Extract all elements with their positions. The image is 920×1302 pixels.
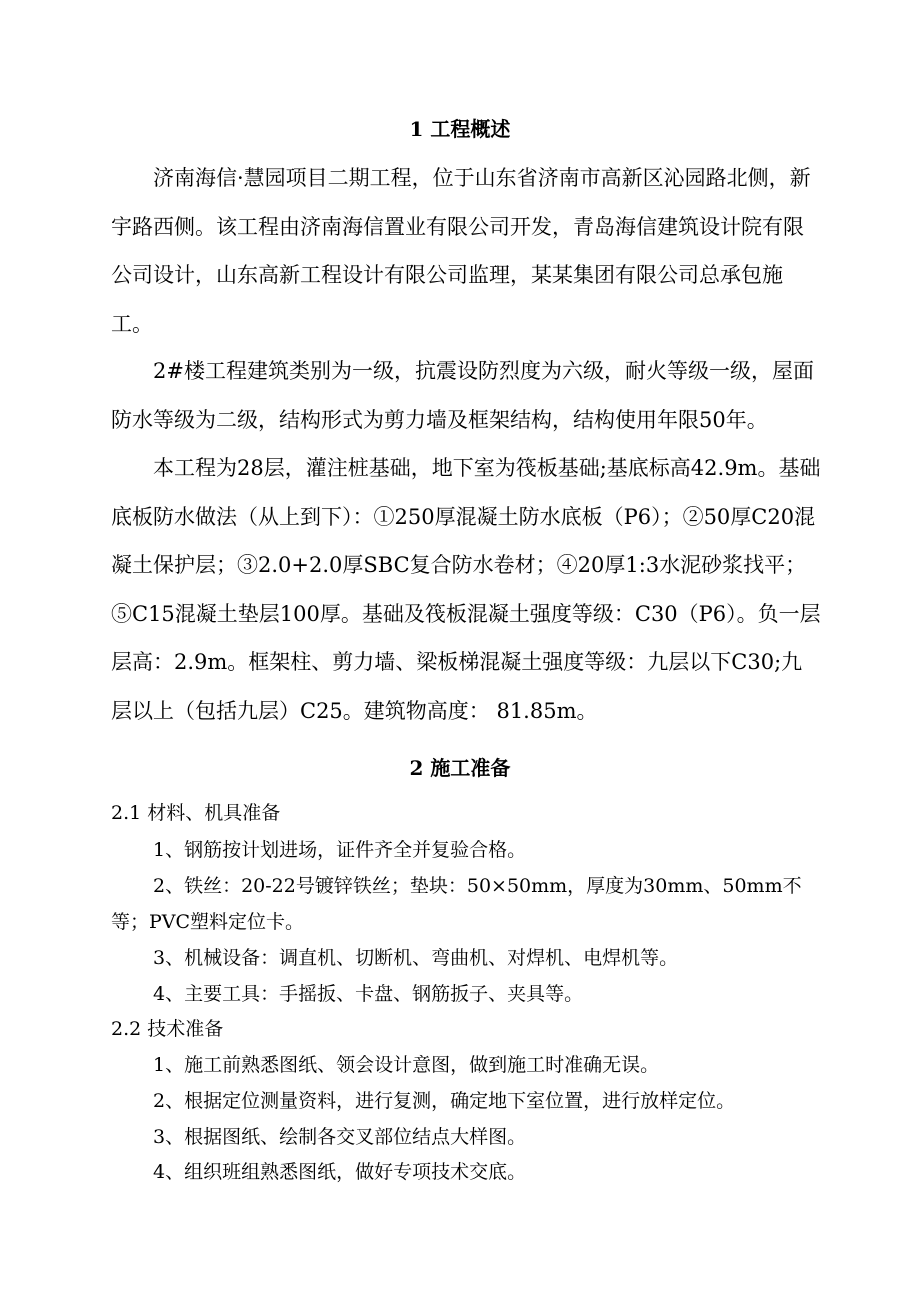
subsection-2-2-heading: 2.2 技术准备 (111, 1018, 224, 1040)
list-item: 4、组织班组熟悉图纸，做好专项技术交底。 (153, 1161, 527, 1183)
section-1-paragraph-1: 济南海信·慧园项目二期工程，位于山东省济南市高新区沁园路北侧，新宇路西侧。该工程由济南海信置业有限公司开发，青岛海信建筑设计院有限公司设计，山东高新工程设计有限公司监理，某某集团有限公司总承包施工。 (111, 166, 811, 336)
list-item: 4、主要工具：手摇扳、卡盘、钢筋扳子、夹具等。 (153, 983, 584, 1005)
list-item: 2、铁丝：20-22号镀锌铁丝；垫块：50×50mm，厚度为30mm、50mm不等；PVC塑料定位卡。 (111, 875, 802, 933)
list-item: 1、施工前熟悉图纸、领会设计意图，做到施工时准确无误。 (153, 1054, 660, 1076)
section-1-paragraph-2: 2#楼工程建筑类别为一级，抗震设防烈度为六级，耐火等级一级，屋面防水等级为二级，结构形式为剪力墙及框架结构，结构使用年限50年。 (111, 359, 814, 432)
subsection-2-1-heading: 2.1 材料、机具准备 (111, 802, 281, 824)
list-item: 3、根据图纸、绘制各交叉部位结点大样图。 (153, 1126, 527, 1148)
section-1-heading: 1 工程概述 (409, 117, 511, 141)
list-item: 3、机械设备：调直机、切断机、弯曲机、对焊机、电焊机等。 (153, 947, 679, 969)
list-item: 1、钢筋按计划进场，证件齐全并复验合格。 (153, 839, 527, 861)
section-2-heading: 2 施工准备 (409, 756, 511, 780)
list-item: 2、根据定位测量资料，进行复测，确定地下室位置，进行放样定位。 (153, 1090, 736, 1112)
section-1-paragraph-3: 本工程为28层，灌注桩基础，地下室为筏板基础;基底标高42.9m。基础底板防水做法（从上到下）：①250厚混凝土防水底板（P6）；②50厚C20混凝土保护层；③2.0+2.0厚SBC复合防水卷材；④20厚1:3水泥砂浆找平；⑤C15混凝土垫层100厚。基础及筏板混凝土强度等级：C30（P6）。负一层层高：2.9m。框架柱、剪力墙、梁板梯混凝土强度等级：九层以下C30;九层以上（包括九层）C25。建筑物高度： 81.85m。 (111, 456, 821, 723)
